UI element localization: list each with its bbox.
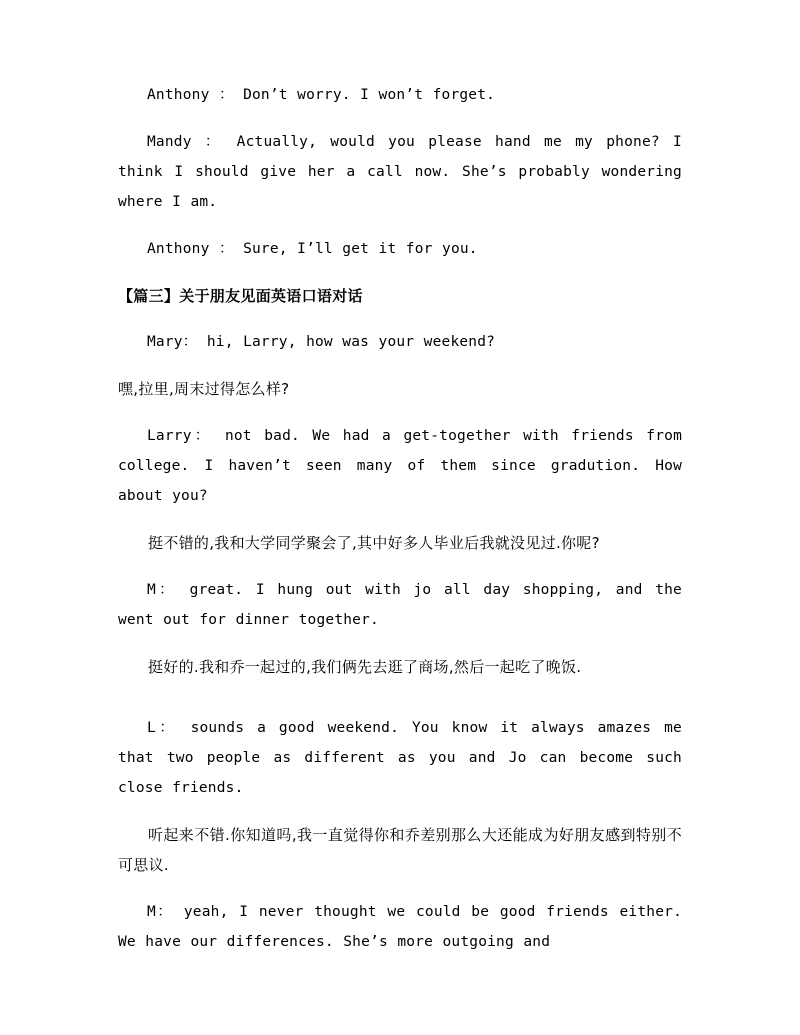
paragraph-larry-1: Larry： not bad. We had a get-together with friends from college. I haven’t seen many of them since gradution. How about you?: [118, 428, 682, 504]
paragraph-mary-1-translation: 嘿,拉里,周末过得怎么样?: [118, 380, 290, 398]
paragraph-m-1: M： great. I hung out with jo all day shopping, and the went out for dinner together.: [118, 582, 682, 628]
document-body: [118, 80, 682, 957]
paragraph-mandy-1: Mandy ： Actually, would you please hand me my phone? I think I should give her a call now. She’s probably wondering where I am.: [118, 134, 682, 210]
paragraph-l-1: L： sounds a good weekend. You know it always amazes me that two people as different as you and Jo can become such close friends.: [118, 720, 682, 796]
paragraph-l-1-translation: 听起来不错.你知道吗,我一直觉得你和乔差别那么大还能成为好朋友感到特别不可思议.: [118, 826, 682, 874]
paragraph-m-2: M： yeah, I never thought we could be good friends either. We have our differences. She’s more outgoing and: [118, 904, 682, 950]
paragraph-anthony-2: Anthony ： Sure, I’ll get it for you.: [147, 241, 478, 257]
paragraph-larry-1-translation: 挺不错的,我和大学同学聚会了,其中好多人毕业后我就没见过.你呢?: [148, 534, 600, 552]
paragraph-anthony-1: Anthony ： Don’t worry. I won’t forget.: [147, 87, 496, 103]
paragraph-mary-1: Mary： hi, Larry, how was your weekend?: [147, 334, 496, 350]
paragraph-spacer: [118, 699, 682, 713]
section-heading-3: 【篇三】关于朋友见面英语口语对话: [118, 287, 363, 305]
paragraph-m-1-translation: 挺好的.我和乔一起过的,我们俩先去逛了商场,然后一起吃了晚饭.: [148, 658, 582, 676]
